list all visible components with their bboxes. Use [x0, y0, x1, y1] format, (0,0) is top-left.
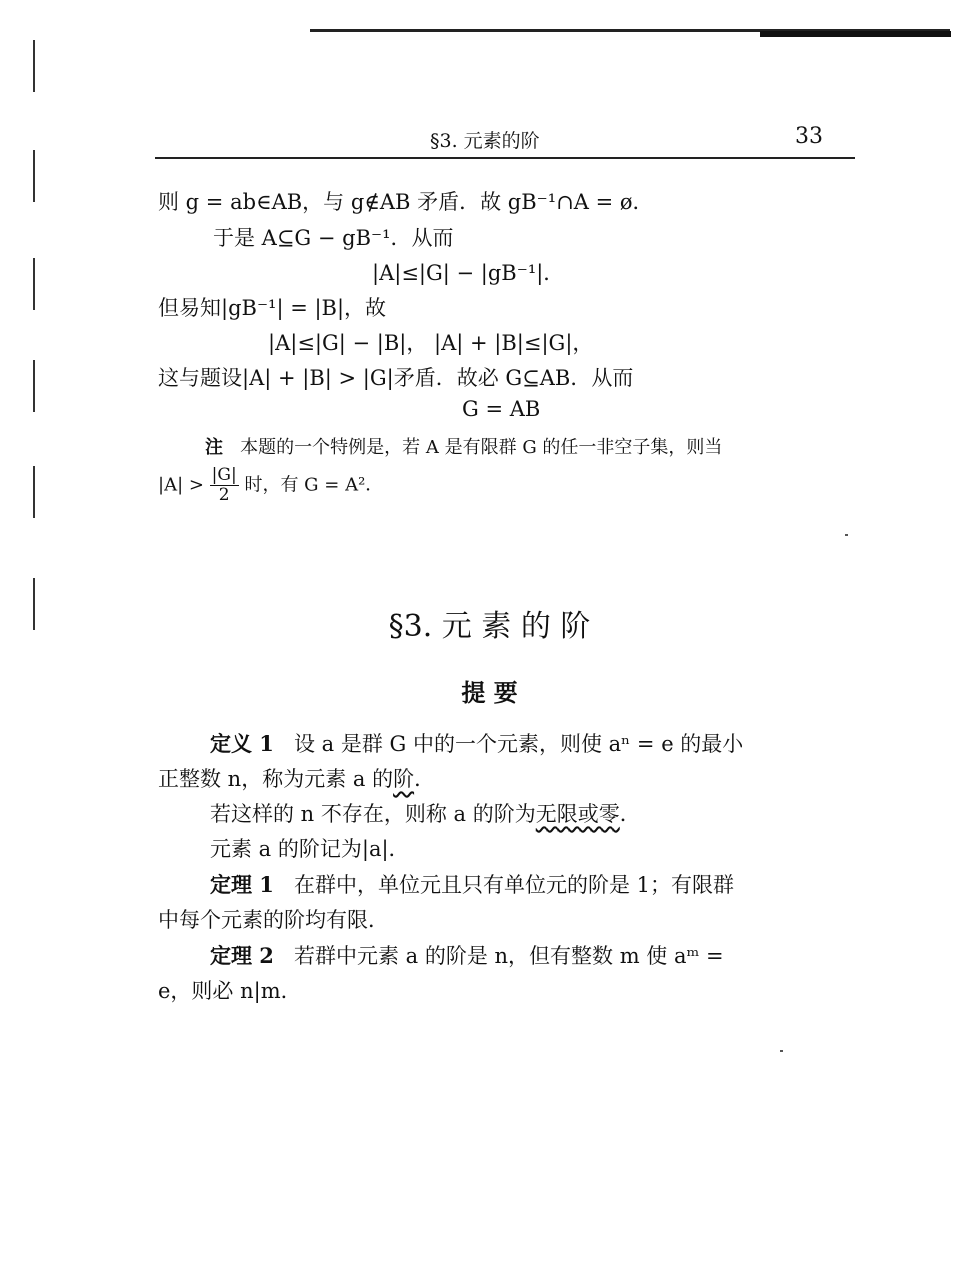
- note-text: 本题的一个特例是，若 A 是有限群 G 的任一非空子集，则当: [240, 437, 723, 458]
- def1-text: 设 a 是群 G 中的一个元素，则使 aⁿ = e 的最小: [293, 732, 744, 756]
- def1-line-4: 元素 a 的阶记为|a|．: [210, 837, 410, 861]
- thm2-label: 定理 2: [210, 943, 274, 968]
- note-cont-suffix: 时，有 G = A²．: [244, 474, 384, 496]
- def1-c-post: ．: [619, 802, 641, 826]
- def1-line-3: [210, 798, 641, 828]
- proof-line-3: |A|≤|G| − |gB⁻¹|．: [372, 261, 565, 285]
- thm1-line-1: [210, 869, 734, 899]
- header-rule: [155, 157, 855, 159]
- proof-line-4: 但易知|gB⁻¹| = |B|，故: [158, 296, 387, 320]
- thm1-line-2: 中每个元素的阶均有限．: [158, 908, 389, 932]
- def1-line-1: [210, 728, 743, 758]
- thm2-line-2: e，则必 n|m．: [158, 979, 302, 1003]
- def1-label: 定义 1: [210, 731, 274, 756]
- margin-mark: [33, 360, 35, 412]
- scan-speck: [780, 1050, 783, 1052]
- thm2-text: 若群中元素 a 的阶是 n，但有整数 m 使 aᵐ =: [293, 944, 724, 968]
- thm2-line-1: [210, 940, 724, 970]
- note-label: 注: [205, 437, 223, 458]
- term-infinite: 无限或零: [535, 802, 620, 826]
- def1-c-pre: 若这样的 n 不存在，则称 a 的阶为: [210, 802, 536, 826]
- thm1-text: 在群中，单位元且只有单位元的阶是 1；有限群: [293, 873, 735, 897]
- section-subtitle: 提 要: [461, 678, 518, 707]
- fraction-numerator: |G|: [211, 465, 237, 485]
- page-number: 33: [795, 124, 823, 149]
- def1-line-2: [158, 763, 435, 793]
- term-order: 阶: [393, 767, 415, 791]
- scan-speck: [845, 534, 848, 536]
- note-line-1: [205, 433, 722, 459]
- margin-mark: [33, 466, 35, 518]
- section-title: §3. 元 素 的 阶: [388, 609, 591, 644]
- note-fraction: [210, 466, 239, 505]
- proof-line-5: |A|≤|G| − |B|， |A| + |B|≤|G|，: [268, 331, 594, 355]
- note-line-2: [158, 466, 383, 505]
- margin-mark: [33, 150, 35, 202]
- note-cont-prefix: |A| >: [158, 474, 204, 496]
- def1-b-post: ．: [414, 767, 436, 791]
- proof-line-1: 则 g = ab∈AB，与 g∉AB 矛盾．故 gB⁻¹∩A = ø．: [158, 190, 654, 214]
- proof-line-7: G = AB: [462, 397, 541, 421]
- margin-mark: [33, 40, 35, 92]
- margin-mark: [33, 258, 35, 310]
- thm1-label: 定理 1: [210, 872, 274, 897]
- proof-line-6: 这与题设|A| + |B| > |G|矛盾．故必 G⊆AB．从而: [158, 366, 634, 390]
- scan-top-bar-thick: [760, 31, 951, 37]
- running-title: §3. 元素的阶: [430, 130, 540, 152]
- fraction-denominator: 2: [218, 485, 230, 505]
- def1-b-pre: 正整数 n，称为元素 a 的: [158, 767, 394, 791]
- proof-line-2: 于是 A⊆G − gB⁻¹．从而: [213, 226, 454, 250]
